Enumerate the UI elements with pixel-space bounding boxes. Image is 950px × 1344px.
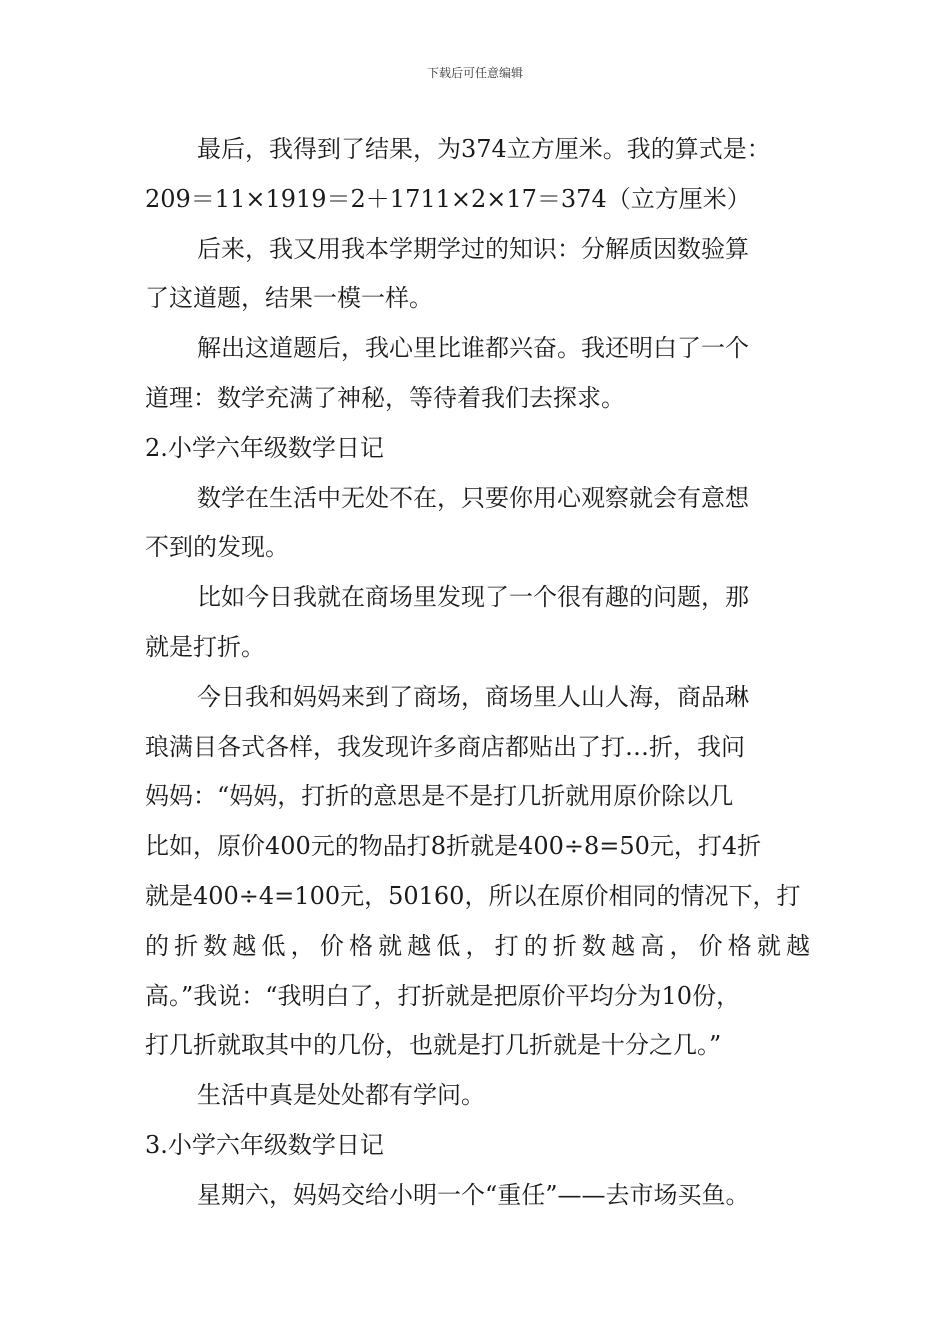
paragraph-line: 的折数越低，价格就越低，打的折数越高，价格就越 (145, 931, 810, 960)
paragraph-line: 生活中真是处处都有学问。 (197, 1081, 485, 1110)
paragraph-line: 今日我和妈妈来到了商场，商场里人山人海，商品琳 (197, 682, 749, 711)
paragraph-line: 后来，我又用我本学期学过的知识：分解质因数验算 (197, 234, 749, 263)
paragraph-line: 最后，我得到了结果，为374立方厘米。我的算式是： (197, 135, 771, 163)
paragraph-line: 209＝11×1919＝2＋1711×2×17＝374（立方厘米） (145, 184, 751, 213)
document-body (145, 125, 810, 1221)
paragraph-line: 数学在生活中无处不在，只要你用心观察就会有意想 (197, 483, 749, 512)
paragraph-line: 解出这道题后，我心里比谁都兴奋。我还明白了一个 (197, 334, 749, 363)
section-heading: 3.小学六年级数学日记 (145, 1130, 384, 1159)
paragraph-line: 妈妈：“妈妈，打折的意思是不是打几折就用原价除以几 (145, 782, 734, 811)
section-heading: 2.小学六年级数学日记 (145, 433, 384, 462)
paragraph-line: 不到的发现。 (145, 533, 289, 562)
paragraph-line: 比如今日我就在商场里发现了一个很有趣的问题，那 (197, 583, 749, 612)
paragraph-line: 就是打折。 (145, 632, 265, 661)
paragraph-line: 了这道题，结果一模一样。 (145, 284, 433, 313)
paragraph-line: 比如，原价400元的物品打8折就是400÷8=50元，打4折 (145, 832, 762, 861)
paragraph-line: 打几折就取其中的几份，也就是打几折就是十分之几。” (145, 1031, 722, 1060)
paragraph-line: 星期六，妈妈交给小明一个“重任”——去市场买鱼。 (197, 1180, 750, 1209)
paragraph-line: 就是400÷4=100元，50160，所以在原价相同的情况下，打 (145, 881, 801, 910)
paragraph-line: 琅满目各式各样，我发现许多商店都贴出了打…折，我问 (145, 732, 745, 761)
page-header: 下载后可任意编辑 (426, 66, 523, 80)
paragraph-line: 高。”我说：“我明白了，打折就是把原价平均分为10份， (145, 981, 741, 1010)
paragraph-line: 道理：数学充满了神秘，等待着我们去探求。 (145, 383, 625, 412)
